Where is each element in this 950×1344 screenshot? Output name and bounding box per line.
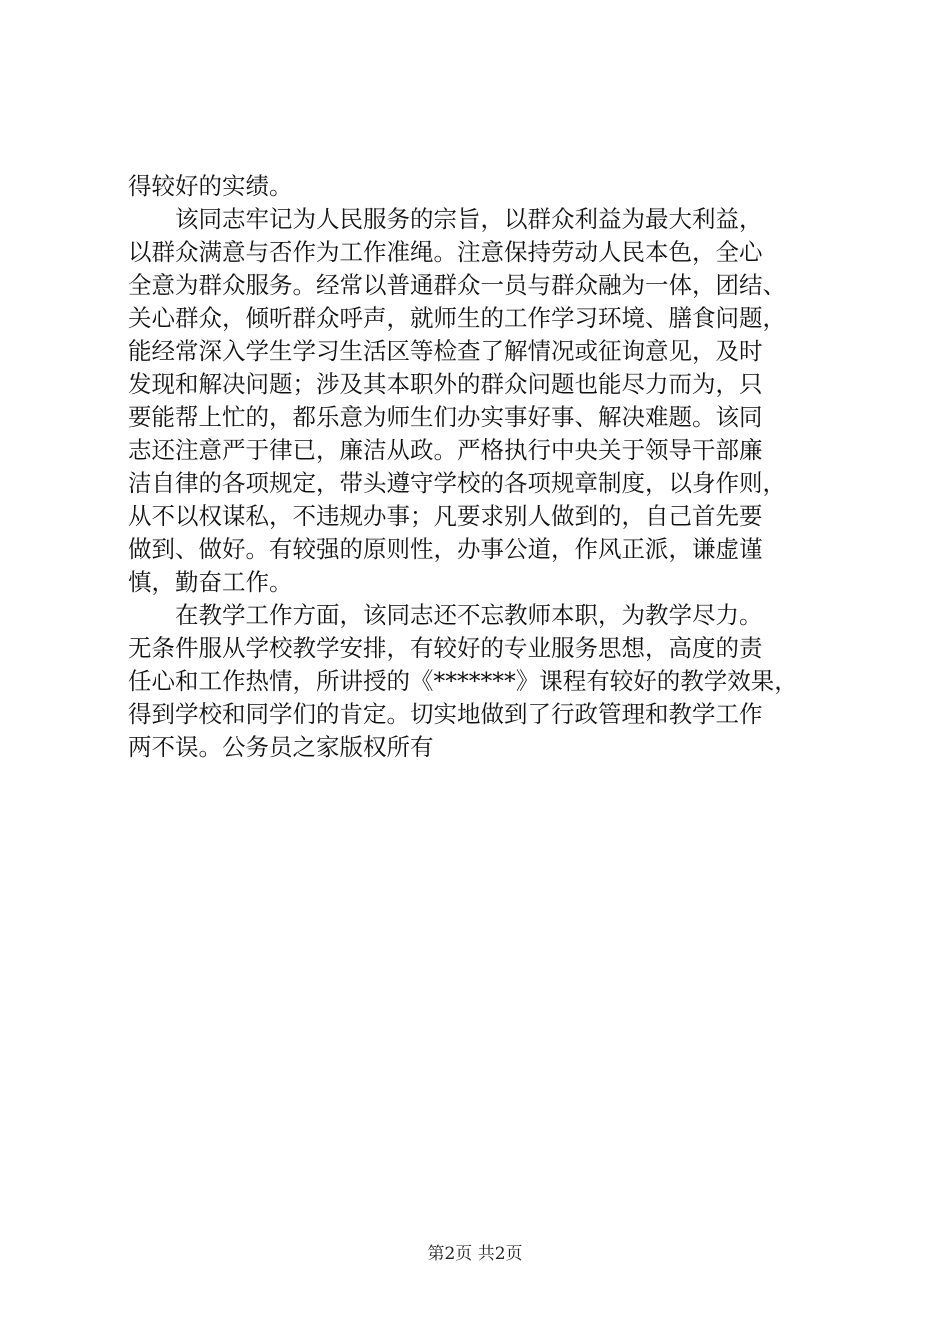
document-body <box>128 170 840 764</box>
text-line: 做到、做好。有较强的原则性，办事公道，作风正派，谦虚谨 <box>128 535 763 563</box>
paragraph-start-line: 该同志牢记为人民服务的宗旨，以群众利益为最大利益， <box>175 205 763 233</box>
text-line: 两不误。公务员之家版权所有 <box>128 733 434 761</box>
text-line: 能经常深入学生学习生活区等检查了解情况或征询意见，及时 <box>128 337 763 365</box>
text-line: 任心和工作热情，所讲授的《*******》课程有较好的教学效果， <box>128 667 798 695</box>
text-line: 从不以权谋私，不违规办事；凡要求别人做到的，自己首先要 <box>128 502 763 530</box>
text-line: 以群众满意与否作为工作准绳。注意保持劳动人民本色，全心 <box>128 238 763 266</box>
paragraph-start-line: 在教学工作方面，该同志还不忘教师本职，为教学尽力。 <box>175 601 763 629</box>
text-line: 全意为群众服务。经常以普通群众一员与群众融为一体，团结、 <box>128 271 786 299</box>
text-line: 发现和解决问题；涉及其本职外的群众问题也能尽力而为，只 <box>128 370 763 398</box>
text-line: 慎，勤奋工作。 <box>128 568 293 596</box>
text-line: 洁自律的各项规定，带头遵守学校的各项规章制度，以身作则， <box>128 469 786 497</box>
text-line: 得较好的实绩。 <box>128 172 293 200</box>
page-number-footer: 第2页 共2页 <box>427 1244 523 1264</box>
text-line: 无条件服从学校教学安排，有较好的专业服务思想，高度的责 <box>128 634 763 662</box>
text-line: 志还注意严于律已，廉洁从政。严格执行中央关于领导干部廉 <box>128 436 763 464</box>
text-line: 得到学校和同学们的肯定。切实地做到了行政管理和教学工作 <box>128 700 763 728</box>
text-line: 要能帮上忙的，都乐意为师生们办实事好事、解决难题。该同 <box>128 403 763 431</box>
text-line: 关心群众，倾听群众呼声，就师生的工作学习环境、膳食问题， <box>128 304 786 332</box>
